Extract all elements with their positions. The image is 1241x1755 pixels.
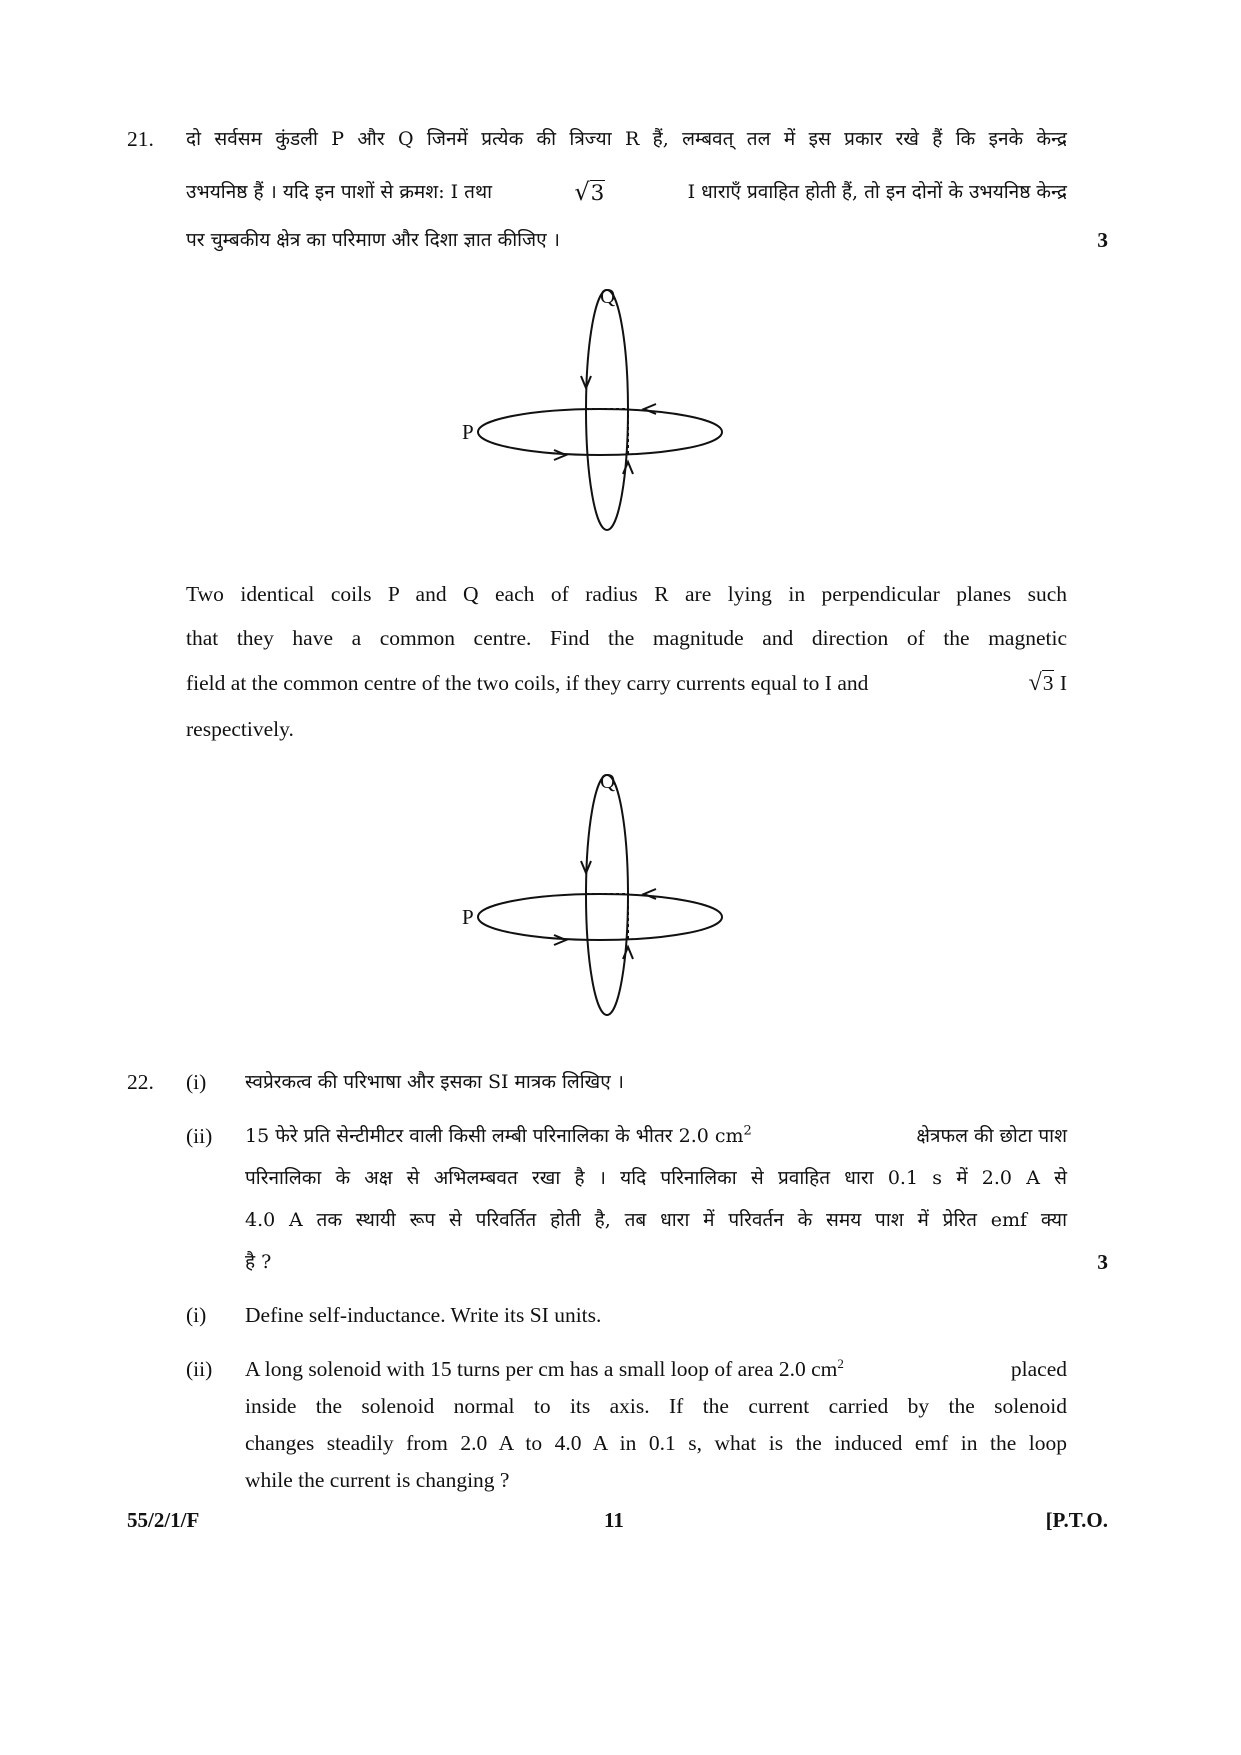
q22-en-i-text: Define self-inductance. Write its SI units. [245, 1303, 602, 1327]
arrow-p-top [644, 889, 656, 899]
q22-en-ii-line-3: changes steadily from 2.0 A to 4.0 A in 0.1 s, what is the induced emf in the loop [245, 1431, 1067, 1455]
footer-pto: [P.T.O. [1045, 1508, 1108, 1532]
q21-en-line-1: Two identical coils P and Q each of radius R are lying in perpendicular planes such [186, 582, 1067, 606]
arrow-q-right [623, 462, 633, 474]
q22-hindi-ii-line-1-part-a: 15 फेरे प्रति सेन्टीमीटर वाली किसी लम्बी परिनालिका के भीतर 2.0 $cm^2$ [245, 1123, 752, 1147]
q22-hindi-i-text: स्वप्रेरकत्व की परिभाषा और इसका SI मात्रक लिखिए । [245, 1071, 624, 1093]
coil-p [478, 894, 722, 940]
coil-p [478, 409, 722, 455]
q21-hindi-line-2-part-b: I धाराएँ प्रवाहित होती हैं, तो इन दोनों के उभयनिष्ठ केन्द्र [687, 181, 1067, 203]
arrow-p-top [644, 404, 656, 414]
q21-en-sqrt: √3 [1028, 670, 1054, 696]
q21-en-line-3 [186, 668, 1067, 698]
q21-hindi-sqrt: √3 [574, 178, 605, 206]
q22-hindi-i-label: (i) [186, 1070, 207, 1094]
q21-en-line-2: that they have a common centre. Find the magnitude and direction of the magnetic [186, 626, 1067, 650]
q21-marks: 3 [1097, 228, 1108, 252]
q22-en-ii-label: (ii) [186, 1357, 213, 1381]
q21-en-sqrt-group [1029, 668, 1067, 698]
q22-number: 22. [127, 1070, 154, 1094]
fig-label-q: Q [600, 284, 616, 308]
q21-en-line-3-part-b: I [1059, 671, 1067, 695]
q22-en-ii-line-1 [245, 1354, 1067, 1384]
q22-en-ii-line-1-part-a: A long solenoid with 15 turns per cm has a small loop of area 2.0 $cm^2$ [245, 1355, 844, 1381]
q21-number: 21. [127, 127, 154, 151]
q22-hindi-ii-line-1 [245, 1121, 1067, 1151]
q22-en-ii-line-2: inside the solenoid normal to its axis. If the current carried by the solenoid [245, 1394, 1067, 1418]
q21-en-line-3-part-a: field at the common centre of the two coils, if they carry currents equal to I and [186, 671, 869, 695]
arrow-p-bottom [554, 450, 566, 460]
q22-hindi-ii-line-1-part-b: क्षेत्रफल की छोटा पाश [916, 1125, 1067, 1147]
arrow-q-right [623, 947, 633, 959]
q21-coil-figure-hindi [450, 278, 750, 558]
footer-code: 55/2/1/F [127, 1508, 200, 1532]
fig-label-p: P [462, 905, 474, 929]
arrow-p-bottom [554, 935, 566, 945]
q21-coil-figure-english [450, 762, 750, 1042]
q22-hindi-ii-line-3: 4.0 A तक स्थायी रूप से परिवर्तित होती है, तब धारा में परिवर्तन के समय पाश में प्रेरित emf क्या [245, 1209, 1067, 1231]
q21-hindi-line-2-part-a: उभयनिष्ठ हैं । यदि इन पाशों से क्रमश: I तथा [186, 181, 493, 203]
q22-marks: 3 [1097, 1250, 1108, 1274]
fig-label-q: Q [600, 769, 616, 793]
q22-hindi-ii-line-2: परिनालिका के अक्ष से अभिलम्बवत रखा है । यदि परिनालिका से प्रवाहित धारा 0.1 s में 2.0 A से [245, 1167, 1067, 1189]
q22-en-ii-line-4: while the current is changing ? [245, 1468, 510, 1492]
q22-en-ii-line-1-part-b: placed [1010, 1357, 1067, 1381]
fig-label-p: P [462, 420, 474, 444]
q21-en-line-4: respectively. [186, 717, 294, 741]
footer-page-number: 11 [604, 1508, 624, 1532]
q21-hindi-line-2 [186, 177, 1067, 209]
q21-hindi-line-3: पर चुम्बकीय क्षेत्र का परिमाण और दिशा ज्ञात कीजिए । [186, 229, 560, 251]
q21-hindi-line-1: दो सर्वसम कुंडली P और Q जिनमें प्रत्येक की त्रिज्या R हैं, लम्बवत् तल में इस प्रकार रखे हैं कि इनके केन्द्र [186, 128, 1067, 150]
q22-hindi-ii-label: (ii) [186, 1124, 213, 1148]
q22-en-i-label: (i) [186, 1303, 207, 1327]
q22-hindi-ii-line-4: है ? [245, 1251, 272, 1273]
